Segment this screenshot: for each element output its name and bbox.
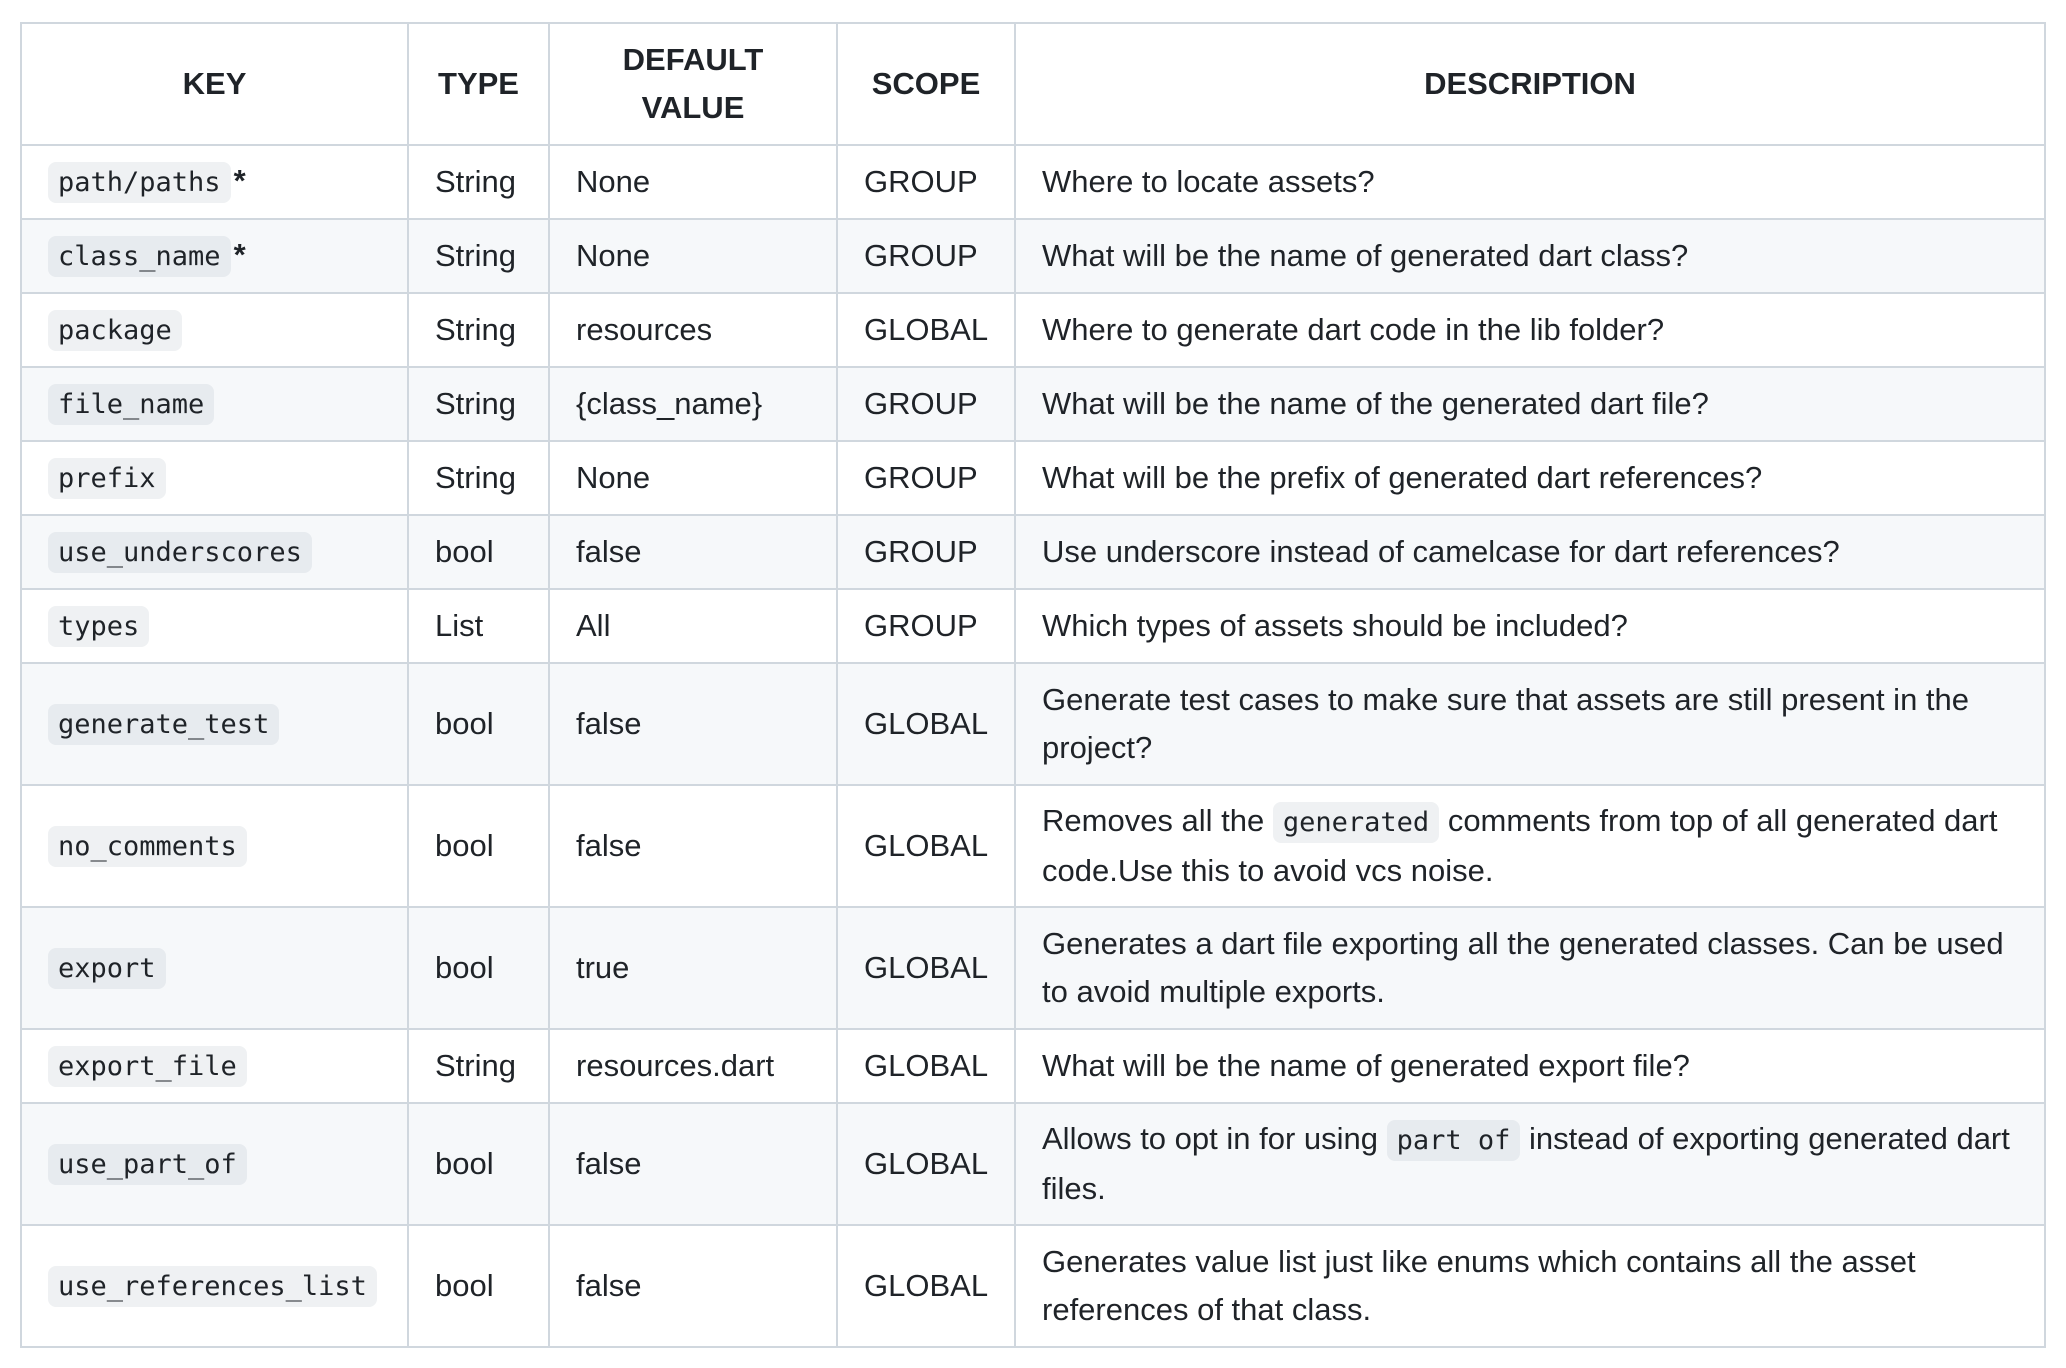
type-cell: String: [408, 293, 549, 367]
type-cell: bool: [408, 785, 549, 907]
table-row: [21, 907, 2045, 1029]
description-text: instead of exporting generated dart files.: [1042, 1121, 2010, 1206]
type-cell: String: [408, 367, 549, 441]
key-code: no_comments: [48, 826, 247, 867]
description-cell: [1015, 1103, 2045, 1225]
scope-cell: GROUP: [837, 441, 1015, 515]
table-row: [21, 367, 2045, 441]
config-table: [20, 22, 2046, 1348]
default-cell: false: [549, 1103, 837, 1225]
key-code: export: [48, 948, 166, 989]
default-cell: false: [549, 515, 837, 589]
key-code: generate_test: [48, 704, 279, 745]
key-cell: [21, 219, 408, 293]
description-text: Removes all the: [1042, 803, 1273, 838]
default-cell: All: [549, 589, 837, 663]
table-container: [20, 22, 2046, 1348]
description-text: Allows to opt in for using: [1042, 1121, 1387, 1156]
table-row: [21, 589, 2045, 663]
description-cell: Generates a dart file exporting all the generated classes. Can be used to avoid multiple exports.: [1015, 907, 2045, 1029]
header-row: [21, 23, 2045, 145]
key-cell: [21, 1029, 408, 1103]
table-row: [21, 515, 2045, 589]
key-cell: [21, 907, 408, 1029]
description-cell: What will be the name of generated export file?: [1015, 1029, 2045, 1103]
scope-cell: GLOBAL: [837, 785, 1015, 907]
table-row: [21, 145, 2045, 219]
scope-cell: GLOBAL: [837, 663, 1015, 785]
description-cell: What will be the name of the generated dart file?: [1015, 367, 2045, 441]
scope-cell: GLOBAL: [837, 907, 1015, 1029]
key-cell: [21, 293, 408, 367]
default-cell: None: [549, 219, 837, 293]
description-cell: Generates value list just like enums which contains all the asset references of that class.: [1015, 1225, 2045, 1347]
description-cell: Where to generate dart code in the lib folder?: [1015, 293, 2045, 367]
table-row: [21, 441, 2045, 515]
type-cell: String: [408, 219, 549, 293]
type-cell: bool: [408, 1225, 549, 1347]
type-cell: List: [408, 589, 549, 663]
default-cell: false: [549, 1225, 837, 1347]
key-cell: [21, 785, 408, 907]
scope-cell: GLOBAL: [837, 1225, 1015, 1347]
key-cell: [21, 441, 408, 515]
scope-cell: GLOBAL: [837, 1103, 1015, 1225]
default-cell: resources.dart: [549, 1029, 837, 1103]
table-row: [21, 1225, 2045, 1347]
key-cell: [21, 145, 408, 219]
header-default-line2: VALUE: [641, 90, 745, 125]
key-code: use_part_of: [48, 1144, 247, 1185]
description-cell: Which types of assets should be included?: [1015, 589, 2045, 663]
type-cell: String: [408, 1029, 549, 1103]
header-description: DESCRIPTION: [1015, 23, 2045, 145]
key-cell: [21, 367, 408, 441]
header-type: TYPE: [408, 23, 549, 145]
default-cell: resources: [549, 293, 837, 367]
scope-cell: GROUP: [837, 145, 1015, 219]
scope-cell: GLOBAL: [837, 293, 1015, 367]
key-code: file_name: [48, 384, 214, 425]
default-cell: None: [549, 441, 837, 515]
scope-cell: GROUP: [837, 589, 1015, 663]
default-cell: false: [549, 785, 837, 907]
key-code: use_underscores: [48, 532, 312, 573]
key-code: class_name: [48, 236, 231, 277]
table-row: [21, 1103, 2045, 1225]
key-cell: [21, 589, 408, 663]
description-cell: Use underscore instead of camelcase for dart references?: [1015, 515, 2045, 589]
key-code: path/paths: [48, 162, 231, 203]
key-cell: [21, 663, 408, 785]
key-code: types: [48, 606, 149, 647]
description-code: part of: [1387, 1120, 1521, 1161]
key-code: export_file: [48, 1046, 247, 1087]
type-cell: bool: [408, 515, 549, 589]
table-row: [21, 785, 2045, 907]
scope-cell: GROUP: [837, 515, 1015, 589]
type-cell: bool: [408, 1103, 549, 1225]
type-cell: bool: [408, 663, 549, 785]
key-code: prefix: [48, 458, 166, 499]
table-row: [21, 293, 2045, 367]
description-cell: What will be the prefix of generated dart references?: [1015, 441, 2045, 515]
description-code: generated: [1273, 802, 1439, 843]
default-cell: {class_name}: [549, 367, 837, 441]
key-code: package: [48, 310, 182, 351]
default-cell: false: [549, 663, 837, 785]
table-row: [21, 219, 2045, 293]
header-default-value: [549, 23, 837, 145]
required-marker: *: [233, 163, 246, 198]
type-cell: String: [408, 441, 549, 515]
header-scope: SCOPE: [837, 23, 1015, 145]
description-cell: What will be the name of generated dart class?: [1015, 219, 2045, 293]
key-code: use_references_list: [48, 1266, 377, 1307]
type-cell: String: [408, 145, 549, 219]
header-default-line1: DEFAULT: [622, 42, 764, 77]
scope-cell: GROUP: [837, 219, 1015, 293]
default-cell: true: [549, 907, 837, 1029]
description-cell: Generate test cases to make sure that assets are still present in the project?: [1015, 663, 2045, 785]
scope-cell: GLOBAL: [837, 1029, 1015, 1103]
type-cell: bool: [408, 907, 549, 1029]
required-marker: *: [233, 237, 246, 272]
description-text: comments from top of all generated dart code.Use this to avoid vcs noise.: [1042, 803, 1998, 888]
key-cell: [21, 515, 408, 589]
table-row: [21, 663, 2045, 785]
key-cell: [21, 1103, 408, 1225]
key-cell: [21, 1225, 408, 1347]
table-row: [21, 1029, 2045, 1103]
description-cell: [1015, 785, 2045, 907]
description-cell: Where to locate assets?: [1015, 145, 2045, 219]
default-cell: None: [549, 145, 837, 219]
header-key: KEY: [21, 23, 408, 145]
scope-cell: GROUP: [837, 367, 1015, 441]
